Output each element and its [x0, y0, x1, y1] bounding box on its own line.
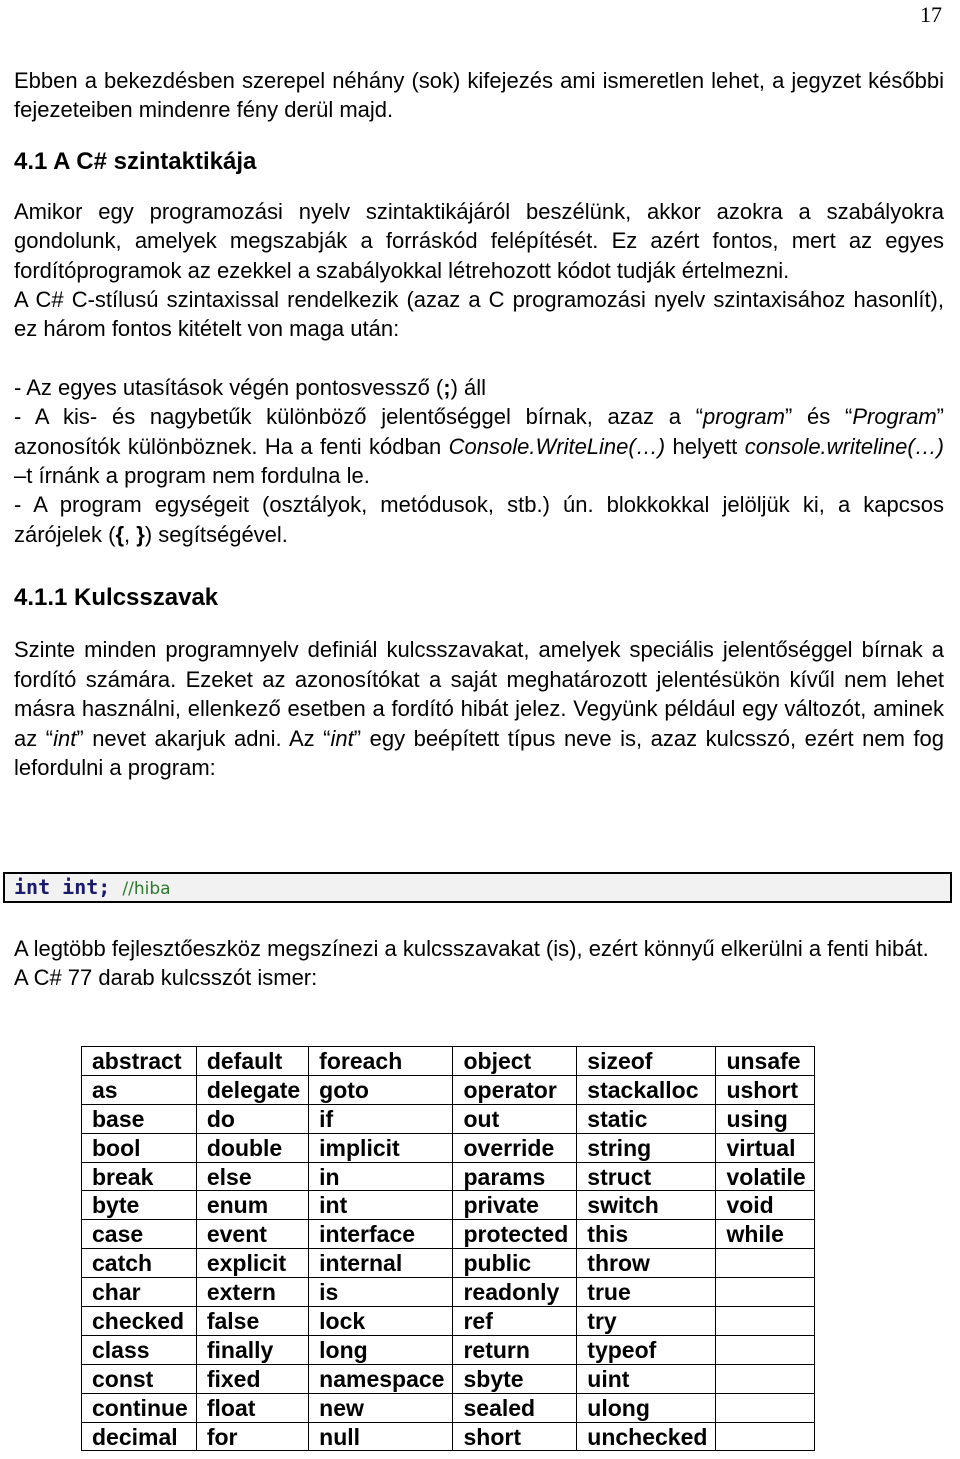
keyword-cell: sealed: [453, 1393, 577, 1422]
keyword-cell: volatile: [716, 1162, 814, 1191]
section-heading-syntax: 4.1 A C# szintaktikája: [14, 147, 257, 175]
keyword-cell: void: [716, 1191, 814, 1220]
keyword-cell: if: [309, 1104, 453, 1133]
keyword-cell: lock: [309, 1307, 453, 1336]
keyword-cell: [716, 1249, 814, 1278]
keyword-cell: virtual: [716, 1133, 814, 1162]
syntax-paragraph: Amikor egy programozási nyelv szintaktikájáról beszélünk, akkor azokra a szabályokra gondolunk, amelyek megszabják a forráskód felépítését. Ez azért fontos, mert az egyes fordítóprogramok az ezekkel a szabályokkal létrehozott kódot tudják értelmezni.: [14, 198, 944, 283]
keyword-cell: is: [309, 1278, 453, 1307]
keyword-cell: foreach: [309, 1047, 453, 1076]
code-example: [3, 872, 952, 903]
keyword-cell: ref: [453, 1307, 577, 1336]
keyword-cell: default: [196, 1047, 308, 1076]
keyword-cell: do: [196, 1104, 308, 1133]
intro-paragraph: Ebben a bekezdésben szerepel néhány (sok) kifejezés ami ismeretlen lehet, a jegyzet későbbi fejezeteiben mindenre fény derül majd.: [14, 68, 944, 123]
keyword-cell: params: [453, 1162, 577, 1191]
rule-semicolon: - Az egyes utasítások végén pontosvessző (;) áll: [14, 374, 487, 400]
keyword-cell: for: [196, 1422, 308, 1451]
table-row: [82, 1133, 815, 1162]
keyword-cell: this: [577, 1220, 716, 1249]
keyword-cell: switch: [577, 1191, 716, 1220]
keyword-cell: delegate: [196, 1075, 308, 1104]
keyword-cell: uint: [577, 1364, 716, 1393]
table-row: [82, 1364, 815, 1393]
keyword-cell: base: [82, 1104, 197, 1133]
keyword-cell: typeof: [577, 1335, 716, 1364]
keyword-cell: int: [309, 1191, 453, 1220]
keyword-cell: throw: [577, 1249, 716, 1278]
keyword-cell: interface: [309, 1220, 453, 1249]
code-comment: //hiba: [122, 879, 171, 899]
keyword-cell: sizeof: [577, 1047, 716, 1076]
keyword-cell: sbyte: [453, 1364, 577, 1393]
ide-coloring-paragraph: A legtöbb fejlesztőeszköz megszínezi a kulcsszavakat (is), ezért könnyű elkerülni a fenti hibát.: [14, 936, 929, 961]
keyword-cell: goto: [309, 1075, 453, 1104]
keyword-cell: case: [82, 1220, 197, 1249]
keyword-cell: [716, 1393, 814, 1422]
keyword-cell: as: [82, 1075, 197, 1104]
keyword-cell: new: [309, 1393, 453, 1422]
keyword-cell: override: [453, 1133, 577, 1162]
page-number: 17: [920, 2, 942, 27]
keywords-table: [81, 1046, 815, 1451]
keyword-cell: struct: [577, 1162, 716, 1191]
after-code-content: [14, 934, 944, 993]
keyword-cell: object: [453, 1047, 577, 1076]
keyword-cell: private: [453, 1191, 577, 1220]
keyword-cell: false: [196, 1307, 308, 1336]
keyword-cell: decimal: [82, 1422, 197, 1451]
table-row: [82, 1422, 815, 1451]
keyword-cell: extern: [196, 1278, 308, 1307]
keyword-cell: [716, 1307, 814, 1336]
keyword-cell: short: [453, 1422, 577, 1451]
keyword-cell: unchecked: [577, 1422, 716, 1451]
table-row: [82, 1393, 815, 1422]
table-row: [82, 1249, 815, 1278]
keyword-cell: namespace: [309, 1364, 453, 1393]
keyword-cell: true: [577, 1278, 716, 1307]
keyword-cell: internal: [309, 1249, 453, 1278]
section-heading-keywords: 4.1.1 Kulcsszavak: [14, 584, 219, 612]
keyword-cell: null: [309, 1422, 453, 1451]
rule-blocks: - A program egységeit (osztályok, metódusok, stb.) ún. blokkokkal jelöljük ki, a kapcsos zárójelek ({, }) segítségével.: [14, 492, 944, 547]
keyword-count-paragraph: A C# 77 darab kulcsszót ismer:: [14, 965, 318, 991]
keyword-cell: else: [196, 1162, 308, 1191]
table-row: [82, 1335, 815, 1364]
rule-case-sensitive: - A kis- és nagybetűk különböző jelentőséggel bírnak, azaz a “program” és “Program” azonosítók különböznek. Ha a fenti kódban Console.WriteLine(…) helyett console.writeline(…) –t írnánk a program nem fordulna le.: [14, 404, 945, 489]
keyword-cell: operator: [453, 1075, 577, 1104]
keyword-cell: catch: [82, 1249, 197, 1278]
keyword-cell: try: [577, 1307, 716, 1336]
page-content: [14, 66, 944, 782]
table-row: [82, 1191, 815, 1220]
keyword-cell: break: [82, 1162, 197, 1191]
keyword-cell: while: [716, 1220, 814, 1249]
keyword-cell: fixed: [196, 1364, 308, 1393]
keyword-cell: abstract: [82, 1047, 197, 1076]
keyword-cell: const: [82, 1364, 197, 1393]
keyword-cell: string: [577, 1133, 716, 1162]
keyword-cell: readonly: [453, 1278, 577, 1307]
keyword-cell: finally: [196, 1335, 308, 1364]
keyword-cell: unsafe: [716, 1047, 814, 1076]
keyword-cell: explicit: [196, 1249, 308, 1278]
keyword-cell: out: [453, 1104, 577, 1133]
keyword-cell: event: [196, 1220, 308, 1249]
keywords-paragraph: Szinte minden programnyelv definiál kulcsszavakat, amelyek speciális jelentőséggel bírnak a fordító számára. Ezeket az azonosítókat a saját meghatározott jelentésükön kívűl nem lehet másra használni, ellenkező esetben a fordító hibát jelez. Vegyünk például egy változót, aminek az “int” nevet akarjuk adni. Az “int” egy beépített típus neve is, azaz kulcsszó, ezért nem fog lefordulni a program:: [14, 637, 944, 780]
table-row: [82, 1307, 815, 1336]
keyword-cell: enum: [196, 1191, 308, 1220]
table-row: [82, 1278, 815, 1307]
table-row: [82, 1047, 815, 1076]
keyword-cell: bool: [82, 1133, 197, 1162]
keyword-cell: [716, 1335, 814, 1364]
keyword-cell: [716, 1278, 814, 1307]
keyword-cell: float: [196, 1393, 308, 1422]
keyword-cell: ushort: [716, 1075, 814, 1104]
keyword-cell: public: [453, 1249, 577, 1278]
c-style-paragraph: A C# C-stílusú szintaxissal rendelkezik (azaz a C programozási nyelv szintaxisához hasonlít), ez három fontos kitételt von maga után:: [14, 287, 944, 342]
keyword-cell: return: [453, 1335, 577, 1364]
keyword-cell: class: [82, 1335, 197, 1364]
keyword-cell: ulong: [577, 1393, 716, 1422]
keyword-cell: [716, 1364, 814, 1393]
keyword-cell: stackalloc: [577, 1075, 716, 1104]
keyword-cell: using: [716, 1104, 814, 1133]
keyword-cell: [716, 1422, 814, 1451]
keyword-cell: checked: [82, 1307, 197, 1336]
keyword-cell: long: [309, 1335, 453, 1364]
table-row: [82, 1220, 815, 1249]
table-row: [82, 1162, 815, 1191]
table-row: [82, 1075, 815, 1104]
keyword-cell: double: [196, 1133, 308, 1162]
keyword-cell: protected: [453, 1220, 577, 1249]
table-row: [82, 1104, 815, 1133]
keyword-cell: in: [309, 1162, 453, 1191]
keyword-cell: char: [82, 1278, 197, 1307]
keyword-cell: implicit: [309, 1133, 453, 1162]
keyword-cell: byte: [82, 1191, 197, 1220]
keyword-cell: continue: [82, 1393, 197, 1422]
code-keyword: int int;: [14, 875, 111, 899]
keyword-cell: static: [577, 1104, 716, 1133]
